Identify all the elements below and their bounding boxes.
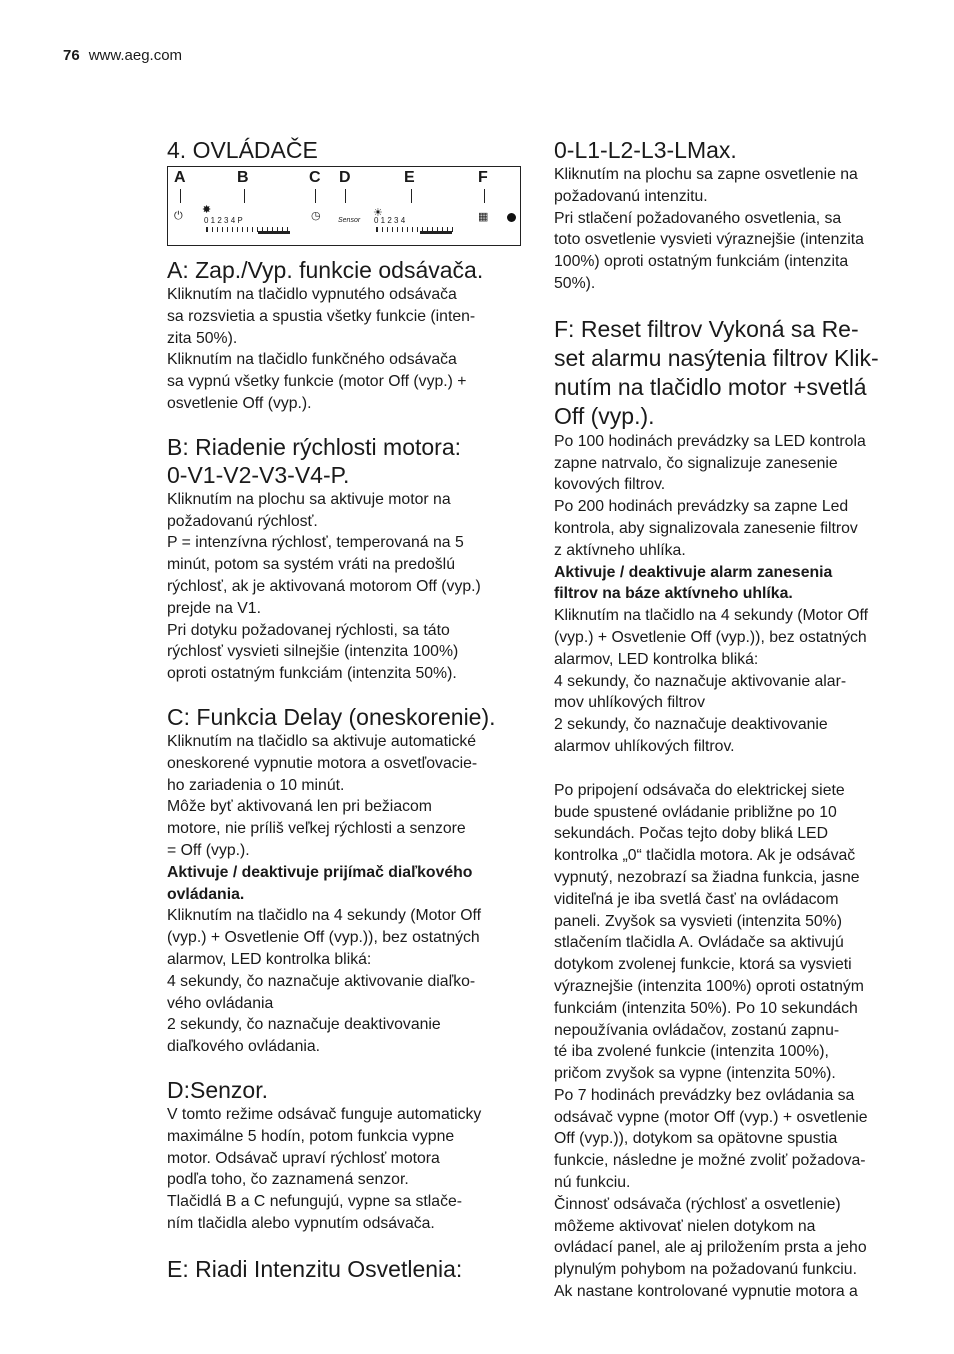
section-e-text: Kliknutím na plochu sa zapne osvetlenie na požadovanú intenzitu. Pri stlačení požadovaného osvetlenia, sa toto osvetlenie vysvieti výraznejšie (intenzita 100%) oproti ostatným funkciám (intenzita 50%). <box>554 166 864 292</box>
sensor-label: Sensor <box>338 217 361 224</box>
panel-label-a: A <box>174 169 186 186</box>
filter-icon: ▦ <box>478 211 489 223</box>
page-header <box>63 47 182 64</box>
section-f-bold: Aktivuje / deaktivuje alarm zanesenia filtrov na báze aktívneho uhlíka. <box>554 563 833 603</box>
pointer-a <box>180 189 181 203</box>
fan-icon: ✸ <box>202 204 212 216</box>
panel-label-c: C <box>309 169 321 186</box>
light-scale-bar <box>420 231 452 234</box>
motor-scale-bar <box>258 231 290 234</box>
control-panel-diagram <box>167 166 521 246</box>
light-intensity-scale: 0 1 2 3 4 <box>374 216 406 225</box>
power-icon: ⏻ <box>174 210 183 222</box>
general-info-text: Po pripojení odsávača do elektrickej siete bude spustené ovládanie približne po 10 sekundách. Počas tejto doby bliká LED kontrolka „0“ tlačidla motora. Ak je odsávač vypnutý, nezobrazí sa žiadna funkcia, jasne viditeľná je iba svetlá časť na ovládacom paneli. Zvyšok sa vysvieti (intenzita 50%) stlačením tlačidla A. Ovládače sa aktivujú dotykom zvolenej funkcie, ktorá sa vysvieti výraznejšie (intenzita 100%) oproti ostatným funkciám (intenzita 50%). Po 10 sekundách nepoužívania ovládačov, zostanú zapnu- té iba zvolené funkcie (intenzita 100%), pričom zvyšok sa vypne (intenzita 50%). Po 7 hodinách prevádzky bez ovládania sa odsávač vypne (motor Off (vyp.) + osvetlenie Off (vyp.)), dotykom sa opätovne spustia funkcie, následne je možné zvoliť požadova- nú funkciu. Činnosť odsávača (rýchlosť a osvetlenie) môžeme aktivovať nielen dotykom na ovládací panel, ale aj priložením prsta a jeho plynulým pohybom na požadovanú funkciu. Ak nastane kontrolované vypnutie motora a <box>554 781 868 1301</box>
chapter-title: 4. OVLÁDAČE <box>167 137 318 163</box>
section-e-title-continued: 0-L1-L2-L3-LMax. <box>554 137 737 163</box>
section-e-title: E: Riadi Intenzitu Osvetlenia: <box>167 1255 463 1282</box>
pointer-b <box>244 189 245 203</box>
pointer-d <box>345 189 346 203</box>
section-d-text: V tomto režime odsávač funguje automaticky maximálne 5 hodín, potom funkcia vypne motor. Odsávač upraví rýchlosť motora podľa toho, čo zaznamená senzor. Tlačidlá B a C nefungujú, vypne sa stlače- ním tlačidla alebo vypnutím odsávača. <box>167 1105 482 1232</box>
section-c-bold: Aktivuje / deaktivuje prijímač diaľkového ovládania. <box>167 863 473 903</box>
indicator-dot <box>507 213 516 222</box>
delay-icon: ◷ <box>311 210 321 222</box>
left-column <box>167 136 525 1283</box>
section-c-title: C: Funkcia Delay (oneskorenie). <box>167 703 496 730</box>
light-icon: ☀ <box>373 207 383 219</box>
section-a-title: A: Zap./Vyp. funkcie odsávača. <box>167 257 484 283</box>
pointer-f <box>484 189 485 203</box>
section-c-text: Kliknutím na tlačidlo sa aktivuje automatické oneskorené vypnutie motora a osvetľovacie- ho zariadenia o 10 minút. Môže byť aktivovaná len pri bežiacom motore, nie príliš veľkej rýchlosti a senzore = Off (vyp.). <box>167 732 478 859</box>
panel-label-e: E <box>404 169 415 186</box>
section-f-text: Po 100 hodinách prevádzky sa LED kontrola zapne natrvalo, čo signalizuje zanesenie kovových filtrov. Po 200 hodinách prevádzky sa zapne Led kontrola, aby signalizovala zanesenie filtrov z aktívneho uhlíka. <box>554 432 866 559</box>
section-f-text-2: Kliknutím na tlačidlo na 4 sekundy (Motor Off (vyp.) + Osvetlenie Off (vyp.)), bez ostatných alarmov, LED kontrolka bliká: 4 sekundy, čo naznačuje aktivovanie alar- mov uhlíkových filtrov 2 sekundy, čo naznačuje deaktivovanie alarmov uhlíkových filtrov. <box>554 607 869 755</box>
panel-label-f: F <box>478 169 488 186</box>
pointer-c <box>315 189 316 203</box>
section-b-title: B: Riadenie rýchlosti motora: 0-V1-V2-V3-V4-P. <box>167 433 462 488</box>
site-url[interactable]: www.aeg.com <box>88 47 183 64</box>
section-b-text: Kliknutím na plochu sa aktivuje motor na požadovanú rýchlosť. P = intenzívna rýchlosť, temperovaná na 5 minút, potom sa systém vráti na predošlú rýchlosť, ak je aktivovaná motorom Off (vyp.) prejde na V1. Pri dotyku požadovanej rýchlosti, sa táto rýchlosť vysvieti silnejšie (intenzita 100%) oproti ostatným funkciám (intenzita 50%). <box>167 490 481 683</box>
pointer-e <box>411 189 412 203</box>
page-number: 76 <box>63 47 80 64</box>
right-column <box>554 136 914 1303</box>
section-d-title: D:Senzor. <box>167 1076 268 1103</box>
section-a-text: Kliknutím na tlačidlo vypnutého odsávača sa rozsvietia a spustia všetky funkcie (inten- zita 50%). Kliknutím na tlačidlo funkčného odsávača sa vypnú všetky funkcie (motor Off (vyp.) + osvetlenie Off (vyp.). <box>167 286 476 412</box>
panel-label-b: B <box>237 169 249 186</box>
section-c-text-2: Kliknutím na tlačidlo na 4 sekundy (Motor Off (vyp.) + Osvetlenie Off (vyp.)), bez ostatných alarmov, LED kontrolka bliká: 4 sekundy, čo naznačuje aktivovanie diaľko- vého ovládania 2 sekundy, čo naznačuje deaktivovanie diaľkového ovládania. <box>167 907 482 1056</box>
panel-label-d: D <box>339 169 351 186</box>
section-f-title: F: Reset filtrov Vykoná sa Re- set alarmu nasýtenia filtrov Klik- nutím na tlačidlo motor +svetlá Off (vyp.). <box>554 315 879 429</box>
motor-speed-scale: 0 1 2 3 4 P <box>204 216 243 225</box>
